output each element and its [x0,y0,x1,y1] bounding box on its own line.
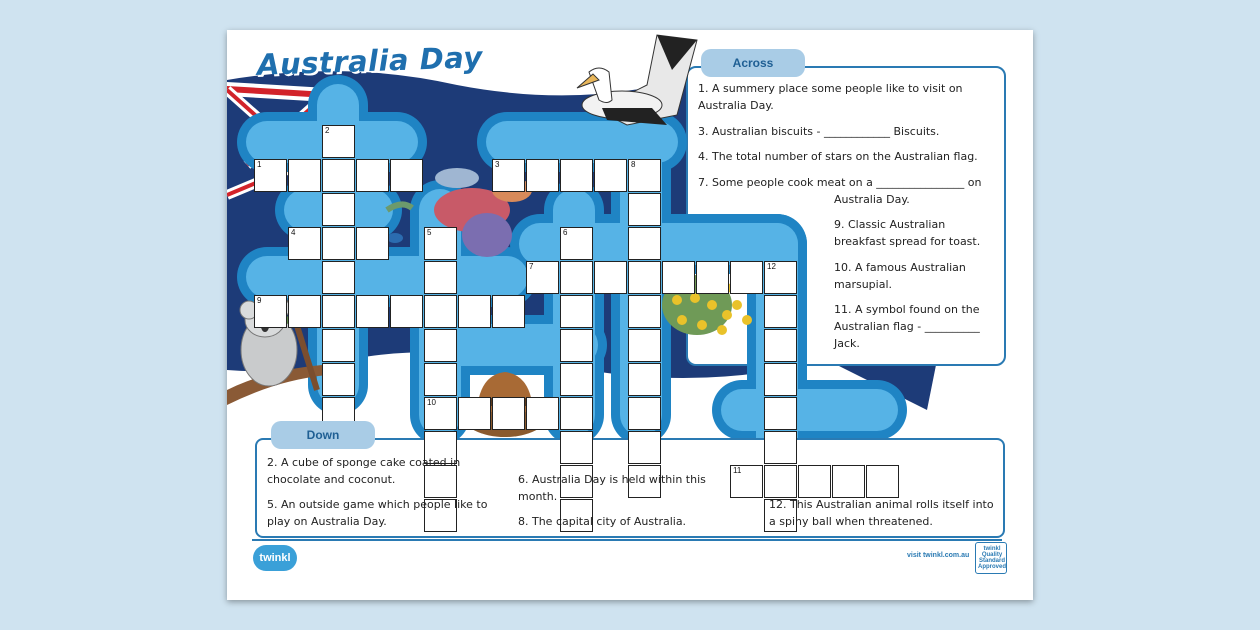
clue-number: 12 [767,262,776,271]
crossword-cell[interactable] [628,431,661,464]
crossword-cell[interactable] [424,329,457,362]
clue-number: 7 [529,262,534,271]
clue-down-2: 2. A cube of sponge cake coated in chocolate and coconut. [267,456,461,486]
crossword-cell[interactable] [764,397,797,430]
clue-number: 1 [257,160,262,169]
clue-across-11: 11. A symbol found on the Australian flag - __________ Jack. [834,303,980,350]
crossword-cell[interactable] [526,159,559,192]
crossword-cell[interactable] [560,261,593,294]
across-heading: Across [701,49,805,77]
crossword-cell[interactable] [288,159,321,192]
crossword-cell[interactable] [628,227,661,260]
crossword-cell[interactable] [560,295,593,328]
crossword-cell[interactable] [628,363,661,396]
crossword-cell[interactable] [322,363,355,396]
crossword-cell[interactable] [560,159,593,192]
clue-down-12: 12. This Australian animal rolls itself into a spiny ball when threatened. [769,498,994,528]
clue-across-4: 4. The total number of stars on the Australian flag. [698,150,978,163]
crossword-cell[interactable] [594,159,627,192]
crossword-cell[interactable] [390,159,423,192]
clue-across-10: 10. A famous Australian marsupial. [834,261,966,291]
crossword-cell[interactable] [560,363,593,396]
crossword-cell[interactable] [322,227,355,260]
clue-number: 3 [495,160,500,169]
crossword-cell[interactable] [866,465,899,498]
crossword-cell[interactable] [458,397,491,430]
crossword-cell[interactable] [356,159,389,192]
clue-number: 6 [563,228,568,237]
crossword-cell[interactable] [628,397,661,430]
crossword-cell[interactable] [424,295,457,328]
crossword-cell[interactable] [492,295,525,328]
clue-across-9: 9. Classic Australian breakfast spread for toast. [834,218,981,248]
crossword-cell[interactable] [628,295,661,328]
clue-number: 9 [257,296,262,305]
crossword-cell[interactable] [560,431,593,464]
crossword-cell[interactable] [288,295,321,328]
page-title: Australia Day [256,40,484,82]
crossword-cell[interactable] [628,261,661,294]
clue-number: 2 [325,126,330,135]
visit-link[interactable]: visit twinkl.com.au [907,552,970,559]
crossword-cell[interactable] [458,295,491,328]
crossword-cell[interactable] [764,431,797,464]
crossword-cell[interactable] [628,329,661,362]
pelican-icon [577,35,697,125]
crossword-cell[interactable] [526,397,559,430]
crossword-cell[interactable] [628,193,661,226]
crossword-cell[interactable] [356,227,389,260]
crossword-cell[interactable] [594,261,627,294]
crossword-cell[interactable] [356,295,389,328]
crossword-cell[interactable] [424,363,457,396]
clue-across-7-cont: Australia Day. [834,193,910,206]
down-heading: Down [271,421,375,449]
clue-down-8: 8. The capital city of Australia. [518,515,687,528]
crossword-cell[interactable] [322,193,355,226]
across-panel-notch [667,200,822,370]
clue-number: 8 [631,160,636,169]
crossword-cell[interactable] [798,465,831,498]
crossword-cell[interactable] [322,159,355,192]
clue-number: 5 [427,228,432,237]
twinkl-logo-icon[interactable]: twinkl [253,545,297,571]
crossword-cell[interactable] [832,465,865,498]
clue-across-3: 3. Australian biscuits - ____________ Biscuits. [698,125,940,138]
crossword-cell[interactable] [424,261,457,294]
crossword-cell[interactable] [492,397,525,430]
crossword-cell[interactable] [764,465,797,498]
clue-down-5: 5. An outside game which people like to play on Australia Day. [267,498,488,528]
clue-down-6: 6. Australia Day is held within this month. [518,473,706,503]
crossword-cell[interactable] [390,295,423,328]
clue-across-7: 7. Some people cook meat on a ________________ on [698,176,982,189]
clue-number: 10 [427,398,436,407]
clue-number: 4 [291,228,296,237]
clue-across-1: 1. A summery place some people like to visit on Australia Day. [698,82,963,112]
clue-number: 11 [733,466,742,475]
crossword-cell[interactable] [560,397,593,430]
badge-text: twinkl Quality Standard Approved [978,546,1007,570]
crossword-cell[interactable] [322,295,355,328]
crossword-cell[interactable] [322,261,355,294]
worksheet [227,30,1033,600]
crossword-cell[interactable] [560,329,593,362]
crossword-cell[interactable] [322,329,355,362]
